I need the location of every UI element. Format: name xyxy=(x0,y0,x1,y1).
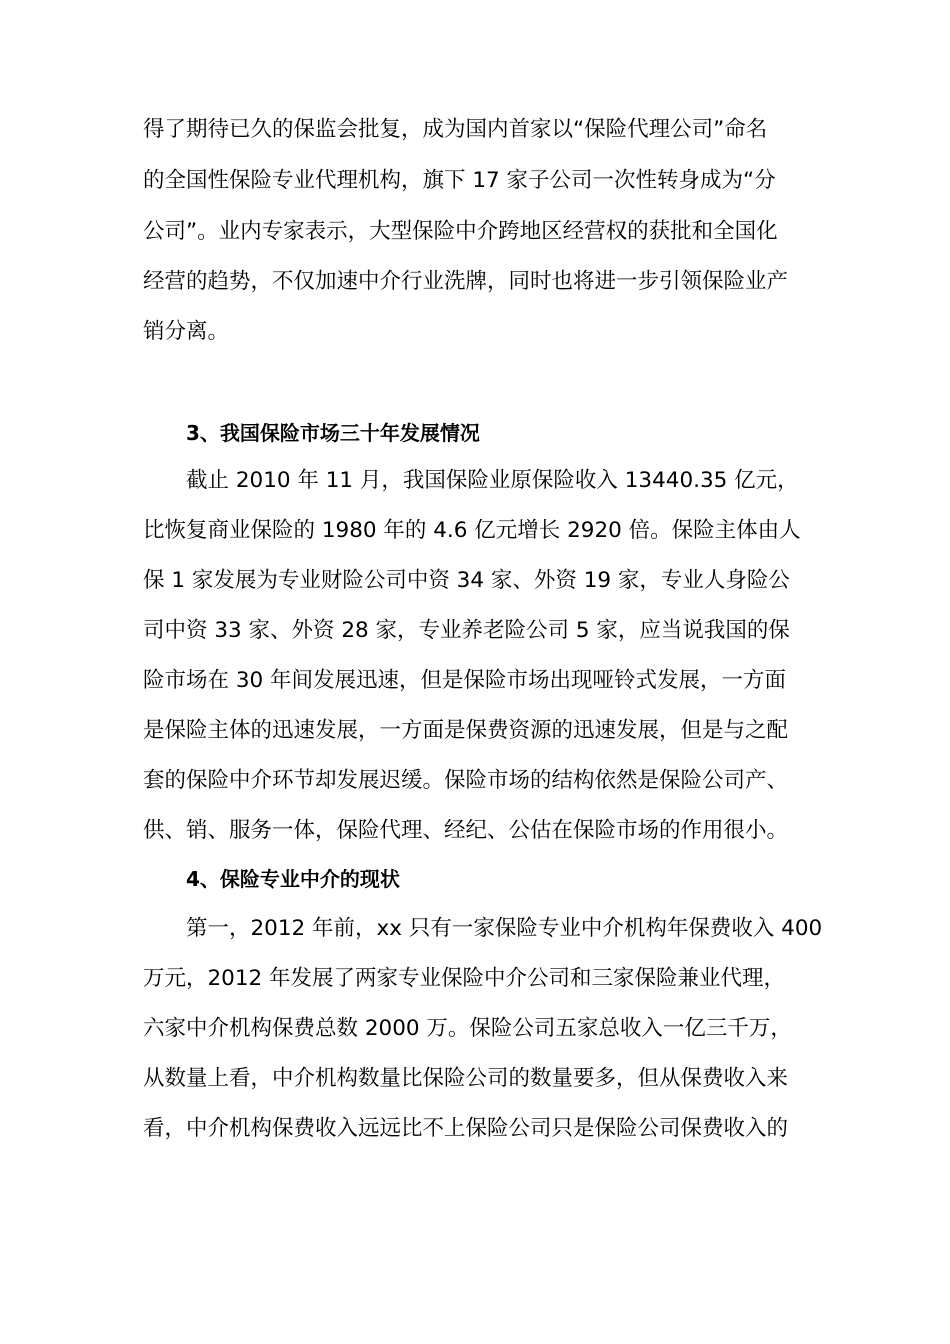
paragraph-line: 保 1 家发展为专业财险公司中资 34 家、外资 19 家，专业人身险公 xyxy=(143,568,790,593)
paragraph-line: 比恢复商业保险的 1980 年的 4.6 亿元增长 2920 倍。保险主体由人 xyxy=(143,518,801,543)
paragraph-line: 公司”。业内专家表示，大型保险中介跨地区经营权的获批和全国化 xyxy=(143,219,778,244)
paragraph-line: 经营的趋势，不仅加速中介行业洗牌，同时也将进一步引领保险业产 xyxy=(143,269,789,294)
paragraph-line: 司中资 33 家、外资 28 家，专业养老险公司 5 家，应当说我国的保 xyxy=(143,618,790,643)
paragraph-line: 第一，2012 年前，xx 只有一家保险专业中介机构年保费收入 400 xyxy=(186,916,823,941)
paragraph-line: 得了期待已久的保监会批复，成为国内首家以“保险代理公司”命名 xyxy=(143,117,768,142)
paragraph-line: 险市场在 30 年间发展迅速，但是保险市场出现哑铃式发展，一方面 xyxy=(143,668,787,693)
paragraph-line: 六家中介机构保费总数 2000 万。保险公司五家总收入一亿三千万， xyxy=(143,1016,792,1041)
section-heading: 3、我国保险市场三十年发展情况 xyxy=(186,421,480,445)
section-heading: 4、保险专业中介的现状 xyxy=(186,867,400,891)
paragraph-line: 套的保险中介环节却发展迟缓。保险市场的结构依然是保险公司产、 xyxy=(143,768,789,793)
paragraph-line: 销分离。 xyxy=(143,319,230,344)
paragraph-line: 的全国性保险专业代理机构，旗下 17 家子公司一次性转身成为“分 xyxy=(143,168,776,193)
paragraph-line: 从数量上看，中介机构数量比保险公司的数量要多，但从保费收入来 xyxy=(143,1066,789,1091)
paragraph-line: 是保险主体的迅速发展，一方面是保费资源的迅速发展，但是与之配 xyxy=(143,718,789,743)
paragraph-line: 截止 2010 年 11 月，我国保险业原保险收入 13440.35 亿元， xyxy=(186,468,799,493)
paragraph-line: 供、销、服务一体，保险代理、经纪、公估在保险市场的作用很小。 xyxy=(143,818,789,843)
paragraph-line: 看，中介机构保费收入远远比不上保险公司只是保险公司保费收入的 xyxy=(143,1116,789,1141)
paragraph-line: 万元，2012 年发展了两家专业保险中介公司和三家保险兼业代理， xyxy=(143,966,786,991)
